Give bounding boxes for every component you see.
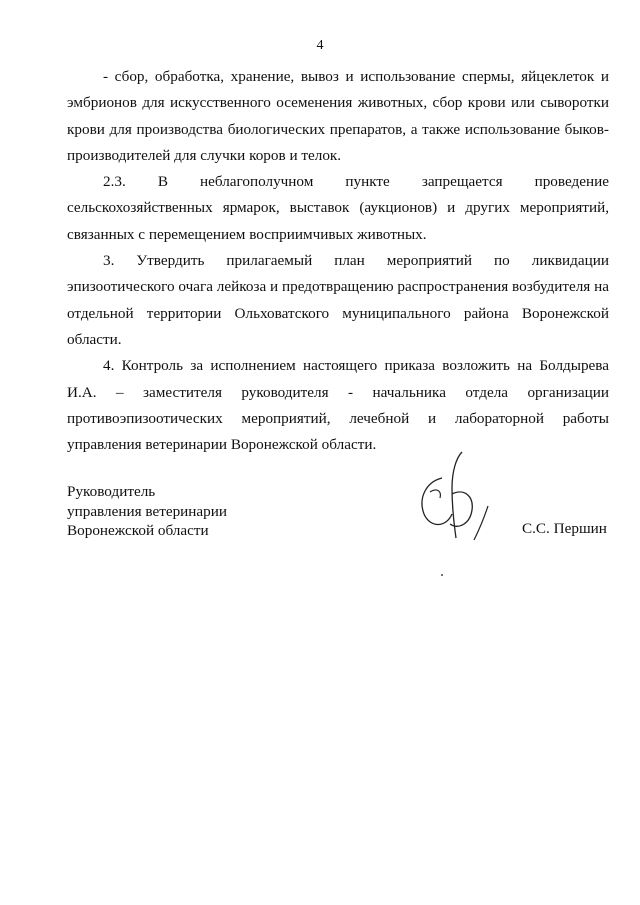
- scan-speck: [441, 574, 443, 576]
- paragraph-4: 4. Контроль за исполнением настоящего приказа возложить на Болдырева И.А. – заместителя руководителя - начальника отдела организации противоэпизоотических мероприятий, лечебной и лабораторной работы управления ветеринарии Воронежской области.: [67, 357, 609, 454]
- paragraph-2-3: 2.3. В неблагополучном пункте запрещается проведение сельскохозяйственных ярмарок, выставок (аукционов) и других мероприятий, связанных с перемещением восприимчивых животных.: [67, 173, 609, 243]
- paragraph-item-list: - сбор, обработка, хранение, вывоз и использование спермы, яйцеклеток и эмбрионов для искусственного осеменения животных, сбор крови или сыворотки крови для производства биологических препаратов, а также использование быков-производителей для случки коров и телок.: [67, 68, 609, 164]
- signatory-title: [67, 482, 227, 541]
- handwritten-signature: [412, 448, 504, 544]
- paragraph-3: 3. Утвердить прилагаемый план мероприятий по ликвидации эпизоотического очага лейкоза и предотвращению распространения возбудителя на отдельной территории Ольховатского муниципального района Воронежской области.: [67, 252, 609, 348]
- signatory-title-line: Руководитель: [67, 483, 156, 500]
- document-body: [67, 64, 609, 458]
- signatory-title-line: управления ветеринарии: [67, 502, 228, 520]
- page-number: 4: [316, 38, 324, 53]
- signatory-title-line: Воронежской области: [67, 522, 209, 539]
- signatory-name: С.С. Першин: [522, 520, 607, 537]
